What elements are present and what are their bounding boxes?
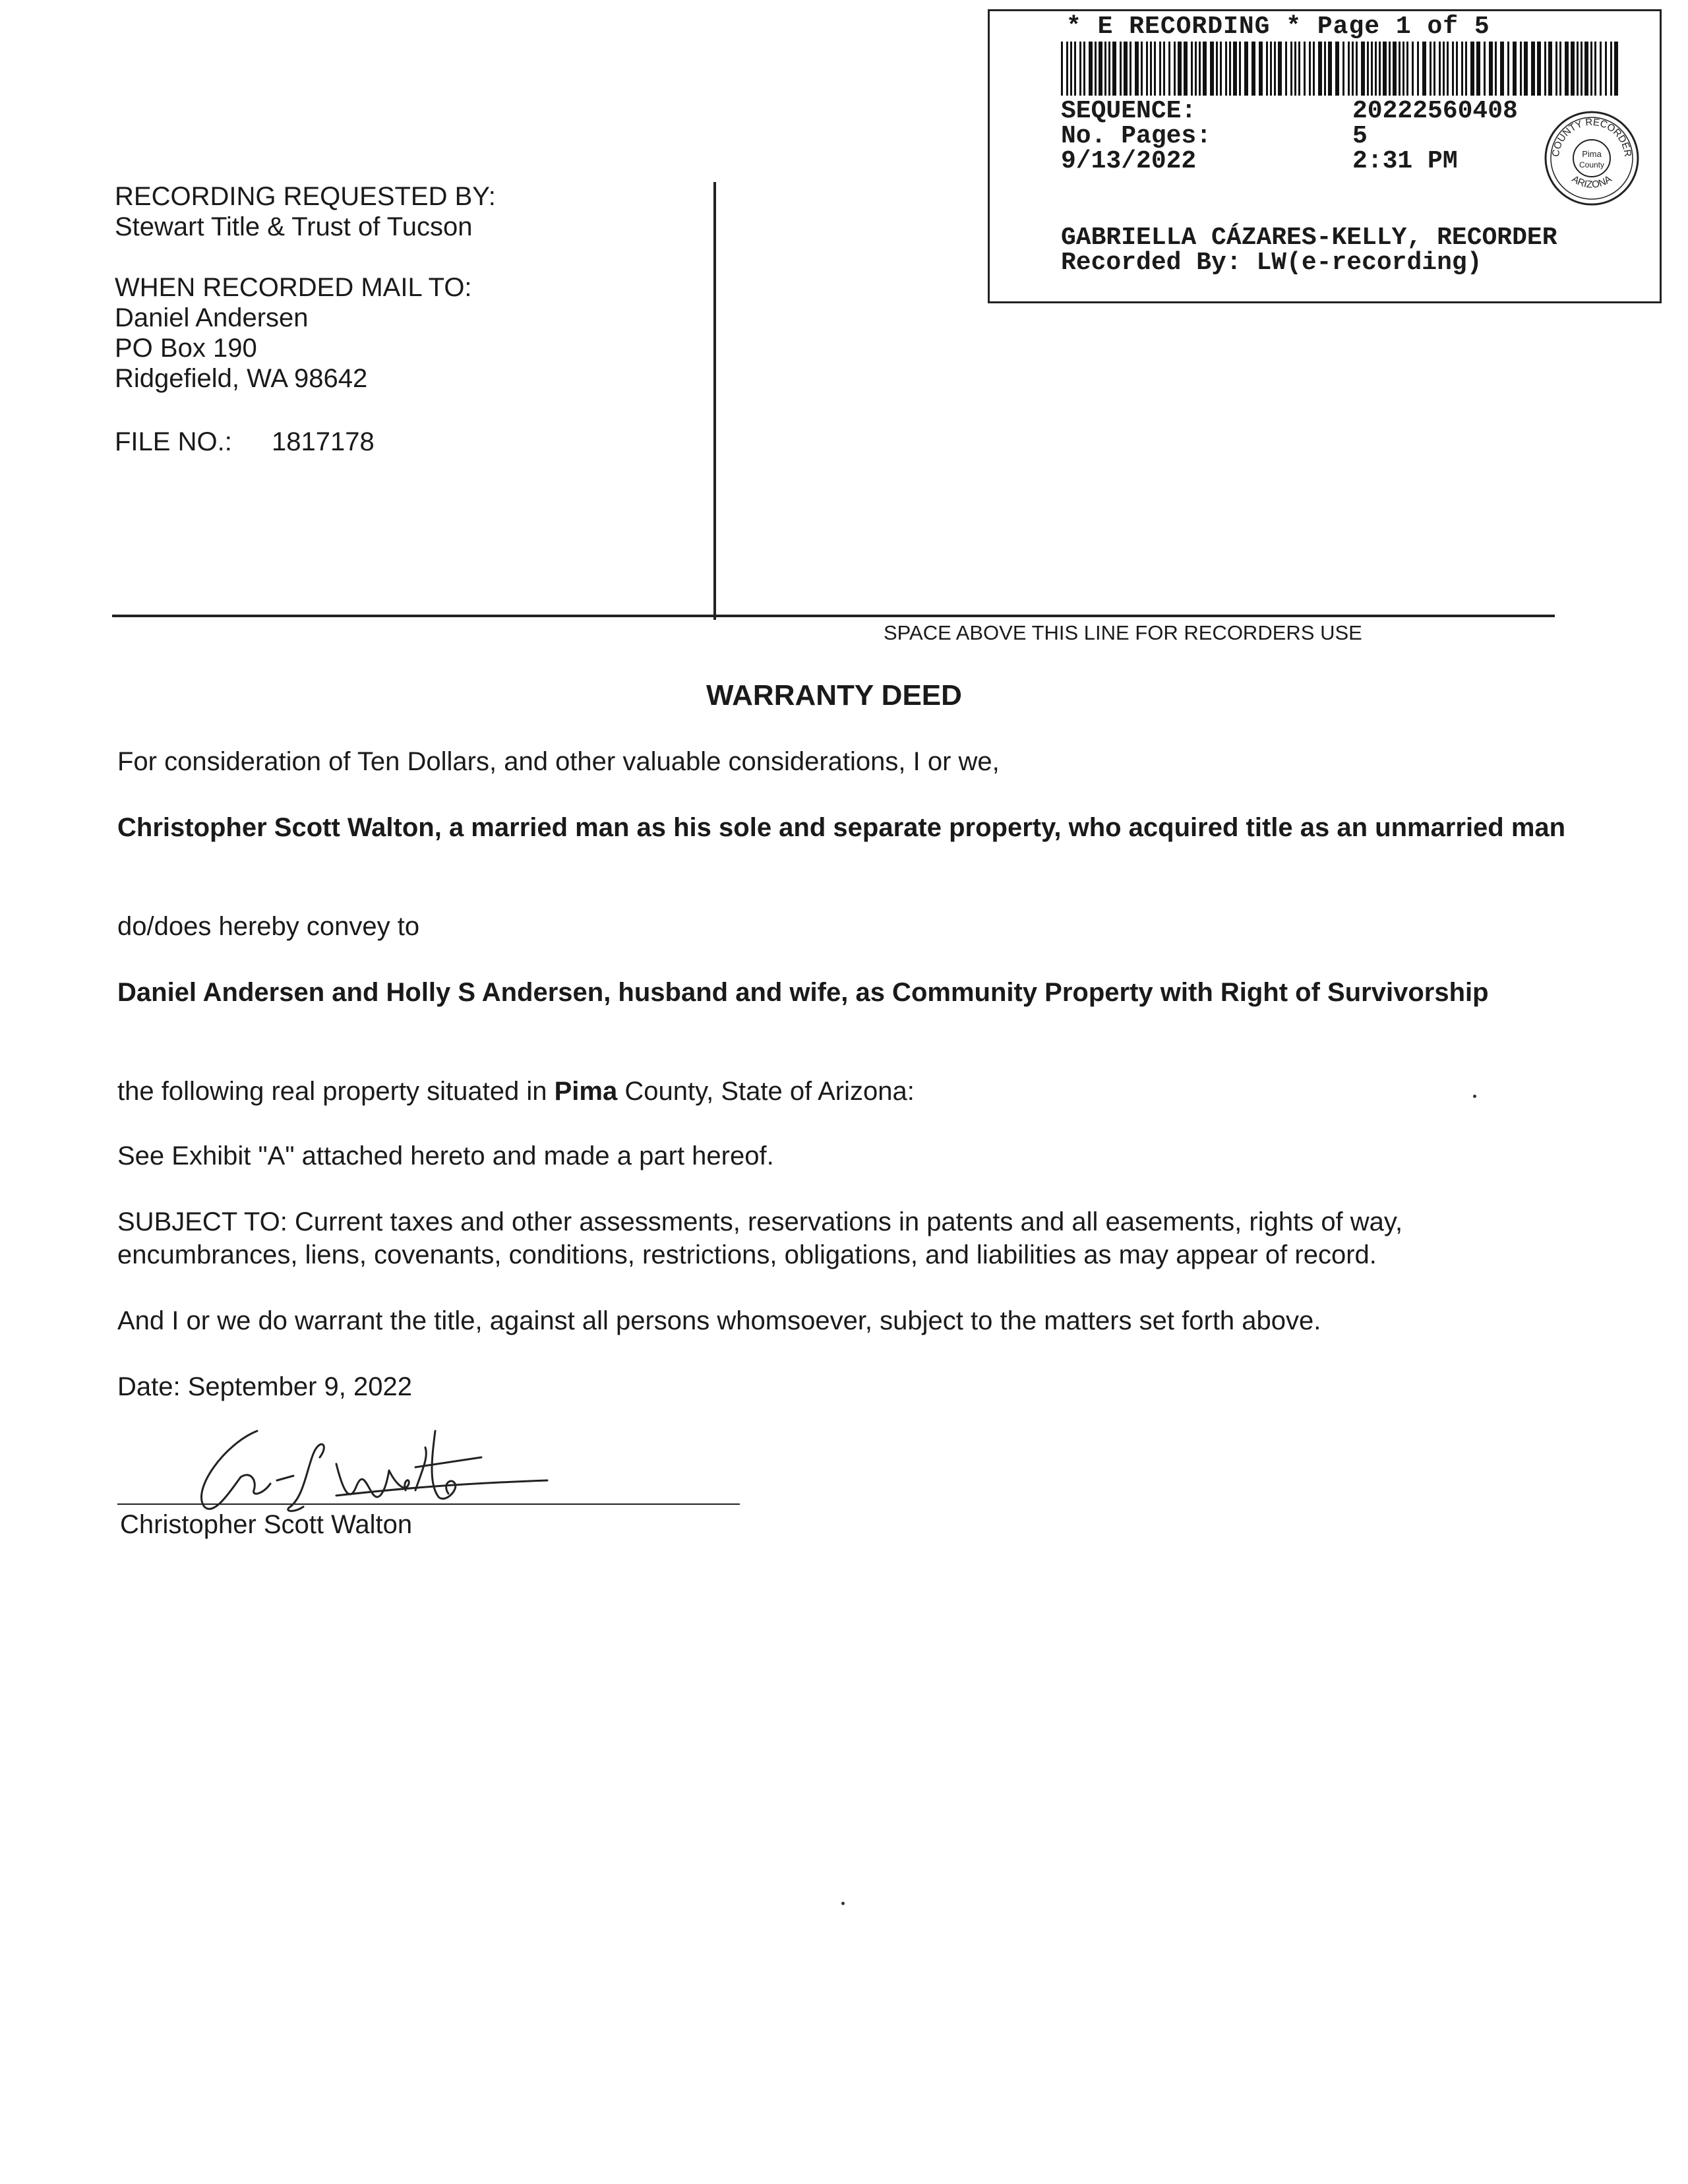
stamp-header: * E RECORDING * Page 1 of 5	[1066, 13, 1490, 41]
pages-label: No. Pages:	[1061, 122, 1212, 150]
document-title: WARRANTY DEED	[706, 679, 962, 712]
handwritten-signature	[178, 1418, 560, 1517]
signer-name: Christopher Scott Walton	[120, 1510, 413, 1539]
county-recorder-seal	[1542, 109, 1641, 208]
recording-stamp	[988, 9, 1662, 303]
vertical-divider	[713, 182, 716, 620]
recorder-space-rule	[112, 615, 1555, 617]
seal-center-line2: County	[1579, 160, 1605, 169]
barcode	[1061, 42, 1619, 96]
mail-to-address1: PO Box 190	[115, 334, 257, 363]
mail-to-name: Daniel Andersen	[115, 303, 309, 332]
grantor-text: Christopher Scott Walton, a married man as his sole and separate property, who acquired title as an unmarried man	[117, 813, 1566, 842]
county-name: Pima	[554, 1077, 618, 1106]
convey-text: do/does hereby convey to	[117, 912, 420, 941]
svg-text:ARIZONA	[1570, 173, 1614, 191]
record-date: 9/13/2022	[1061, 147, 1197, 175]
stray-mark	[1473, 1095, 1476, 1098]
recorder-name: GABRIELLA CÁZARES-KELLY, RECORDER	[1061, 224, 1557, 252]
date-text: Date: September 9, 2022	[117, 1372, 412, 1401]
property-suffix: County, State of Arizona:	[617, 1077, 915, 1106]
seal-bottom-text: ARIZONA	[1569, 173, 1614, 191]
property-prefix: the following real property situated in	[117, 1077, 555, 1106]
file-no-value: 1817178	[272, 427, 375, 456]
consideration-text: For consideration of Ten Dollars, and other valuable considerations, I or we,	[117, 747, 1000, 776]
seal-top-text: COUNTY RECORDER	[1550, 116, 1634, 158]
record-time: 2:31 PM	[1352, 147, 1458, 175]
property-text	[117, 1075, 1568, 1108]
mail-to-address2: Ridgefield, WA 98642	[115, 364, 368, 393]
mail-to-label: WHEN RECORDED MAIL TO:	[115, 273, 472, 302]
sequence-label: SEQUENCE:	[1061, 97, 1197, 125]
subject-to-text: SUBJECT TO: Current taxes and other assessments, reservations in patents and all easements, rights of way, encumbrances, liens, covenants, conditions, restrictions, obligations, and liabilities as may appear of record.	[117, 1207, 1403, 1269]
file-no-label: FILE NO.:	[115, 427, 232, 456]
requested-by-label: RECORDING REQUESTED BY:	[115, 182, 496, 211]
sequence-value: 20222560408	[1352, 97, 1518, 125]
seal-center-line1: Pima	[1582, 149, 1602, 159]
warrant-text: And I or we do warrant the title, against all persons whomsoever, subject to the matters set forth above.	[117, 1306, 1321, 1335]
requested-by-value: Stewart Title & Trust of Tucson	[115, 212, 473, 241]
recorded-by: Recorded By: LW(e-recording)	[1061, 249, 1482, 277]
stray-mark	[841, 1902, 845, 1905]
signature-line	[117, 1503, 740, 1505]
pages-value: 5	[1352, 122, 1368, 150]
grantee-text: Daniel Andersen and Holly S Andersen, husband and wife, as Community Property with Right of Survivorship	[117, 978, 1489, 1007]
recorder-space-label: SPACE ABOVE THIS LINE FOR RECORDERS USE	[884, 621, 1362, 644]
exhibit-text: See Exhibit "A" attached hereto and made a part hereof.	[117, 1141, 774, 1170]
